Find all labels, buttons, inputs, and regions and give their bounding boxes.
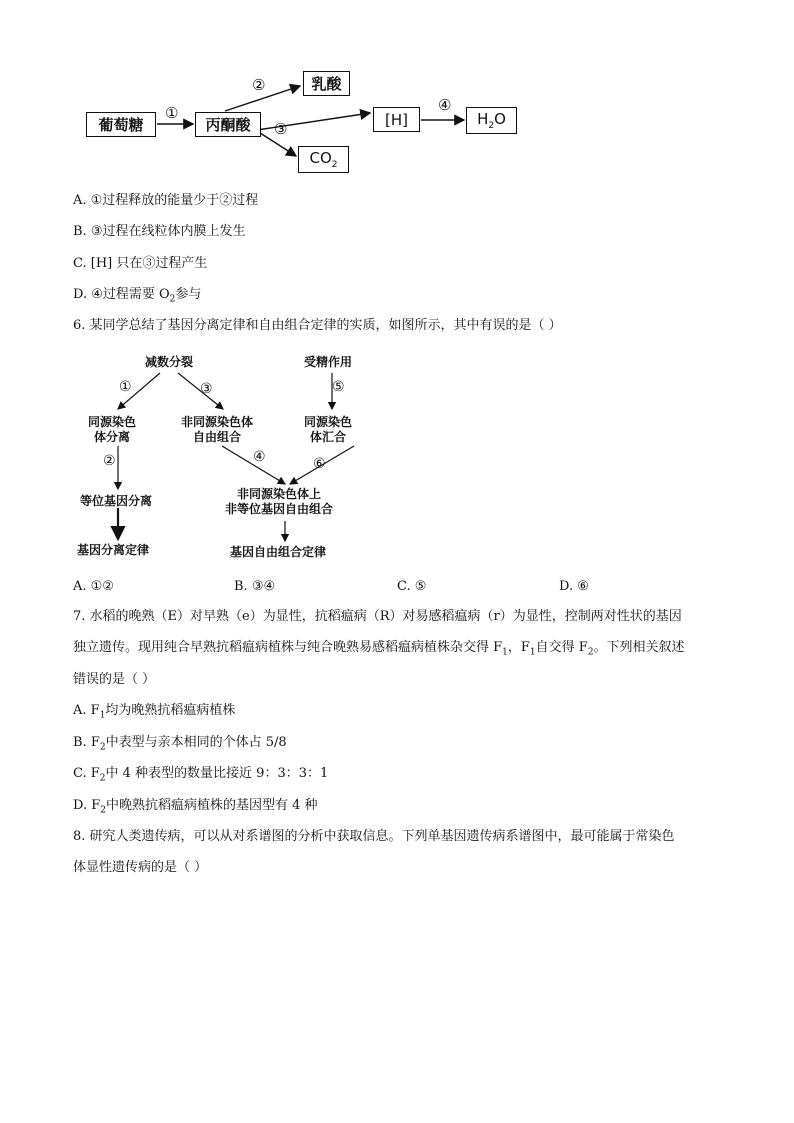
q8-stem-line1: 8. 研究人类遗传病，可以从对系谱图的分析中获取信息。下列单基因遗传病系谱图中，最可能属于常染色 <box>73 829 675 844</box>
h-label: [H] <box>385 110 408 129</box>
q7-stem-line2: 独立遗传。现用纯合早熟抗稻瘟病植株与纯合晚熟易感稻瘟病植株杂交得 $F_1$，$F_1$自交得 $F_2$。下列相关叙述 <box>73 640 685 658</box>
q6-stem: 6. 某同学总结了基因分离定律和自由组合定律的实质，如图所示，其中有误的是（ ） <box>73 318 562 333</box>
step1-label: ① <box>165 104 179 122</box>
n1-label: ① <box>119 379 132 395</box>
fertilization-label: 受精作用 <box>304 355 353 369</box>
water-label: $H_2O$ <box>477 110 506 131</box>
allele-separation-label: 等位基因分离 <box>80 494 153 508</box>
q7-option-d: D. $F_2$中晚熟抗稻瘟病植株的基因型有 4 种 <box>73 798 318 816</box>
lactate-label: 乳酸 <box>311 75 342 93</box>
q5-option-d: D. ④过程需要 $O_2$参与 <box>73 287 202 305</box>
q7-stem-line1: 7. 水稻的晚熟（E）对早熟（e）为显性，抗稻瘟病（R）对易感稻瘟病（r）为显性，控制两对性状的基因 <box>73 609 682 624</box>
independent-assortment-law-label: 基因自由组合定律 <box>230 545 327 559</box>
pyruvate-label: 丙酮酸 <box>205 116 251 134</box>
homolog-merge-label: 同源染色 体汇合 <box>304 415 353 444</box>
q5-option-b: B. ③过程在线粒体内膜上发生 <box>73 224 246 239</box>
glucose-label: 葡萄糖 <box>98 116 144 134</box>
n5-label: ⑤ <box>332 379 345 395</box>
co2-label: $CO_2$ <box>309 149 338 170</box>
q5-option-c: C. [H] 只在③过程产生 <box>73 256 208 271</box>
q6-option-d: D. ⑥ <box>559 579 589 594</box>
q6-option-a: A. ①② <box>73 579 114 594</box>
n4-label: ④ <box>253 449 266 465</box>
segregation-law-label: 基因分离定律 <box>77 543 150 557</box>
nonallele-combination-label: 非同源染色体上 非等位基因自由组合 <box>225 487 334 516</box>
n6-label: ⑥ <box>313 456 326 472</box>
q6-option-b: B. ③④ <box>234 579 276 594</box>
q7-option-a: A. $F_1$均为晚熟抗稻瘟病植株 <box>73 703 236 721</box>
step4-label: ④ <box>438 96 452 114</box>
homolog-separation-label: 同源染色 体分离 <box>88 415 137 444</box>
q6-option-c: C. ⑤ <box>397 579 427 594</box>
q7-option-c: C. $F_2$中 4 种表型的数量比接近 9：3：3：1 <box>73 766 329 784</box>
q5-option-a: A. ①过程释放的能量少于②过程 <box>73 193 259 208</box>
q7-stem-line3: 错误的是（ ） <box>73 672 156 687</box>
n2-label: ② <box>103 453 116 469</box>
n3-label: ③ <box>200 381 213 397</box>
meiosis-label: 减数分裂 <box>145 355 194 369</box>
q7-option-b: B. $F_2$中表型与亲本相同的个体占 5/8 <box>73 735 287 753</box>
nonhomolog-combination-label: 非同源染色体 自由组合 <box>181 415 254 444</box>
q8-stem-line2: 体显性遗传病的是（ ） <box>73 860 208 875</box>
step2-label: ② <box>252 76 266 94</box>
step3-label: ③ <box>274 120 288 138</box>
